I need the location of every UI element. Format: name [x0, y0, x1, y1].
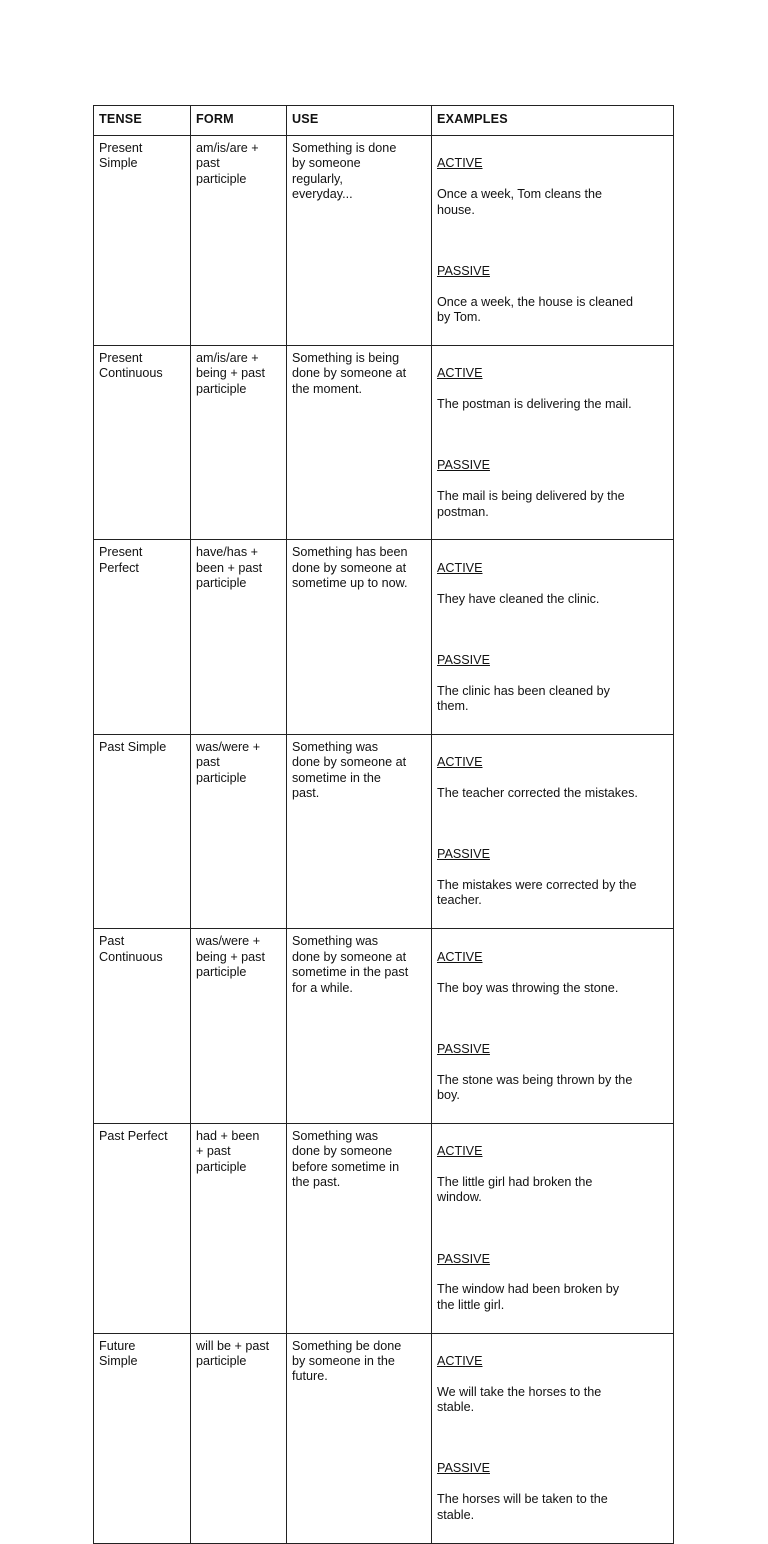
header-form: FORM: [191, 106, 287, 136]
tense-cell: Past Perfect: [94, 1123, 191, 1333]
table-row: [94, 345, 674, 539]
passive-example: Once a week, the house is cleaned by Tom.: [437, 294, 634, 325]
form-cell: am/is/are + being + past participle: [191, 345, 287, 539]
active-label: ACTIVE: [437, 156, 483, 171]
examples-cell: [432, 345, 674, 539]
examples-cell: [432, 929, 674, 1123]
active-label: ACTIVE: [437, 1144, 483, 1159]
passive-label: PASSIVE: [437, 458, 490, 473]
active-label: ACTIVE: [437, 755, 483, 770]
passive-label: PASSIVE: [437, 263, 490, 278]
header-examples: EXAMPLES: [432, 106, 674, 136]
passive-example: The window had been broken by the little girl.: [437, 1282, 620, 1312]
active-example: Once a week, Tom cleans the house.: [437, 187, 602, 217]
active-example: The little girl had broken the window.: [437, 1174, 593, 1205]
tense-cell: Present Simple: [94, 136, 191, 346]
form-cell: have/has + been + past participle: [191, 540, 287, 734]
passive-voice-tense-table: [93, 105, 674, 1544]
tense-cell: Present Continuous: [94, 345, 191, 539]
use-cell: Something is being done by someone at the moment.: [287, 345, 432, 539]
active-example: We will take the horses to the stable.: [437, 1384, 602, 1415]
passive-example: The clinic has been cleaned by them.: [437, 683, 610, 713]
form-cell: had + been + past participle: [191, 1123, 287, 1333]
header-tense: TENSE: [94, 106, 191, 136]
examples-cell: [432, 540, 674, 734]
use-cell: Something was done by someone at sometime in the past for a while.: [287, 929, 432, 1123]
table-row: [94, 929, 674, 1123]
examples-cell: [432, 734, 674, 928]
examples-cell: [432, 136, 674, 346]
form-cell: am/is/are + past participle: [191, 136, 287, 346]
use-cell: Something has been done by someone at sometime up to now.: [287, 540, 432, 734]
spacer: [437, 1221, 668, 1236]
tense-cell: Future Simple: [94, 1333, 191, 1543]
header-use: USE: [287, 106, 432, 136]
use-cell: Something is done by someone regularly, everyday...: [287, 136, 432, 346]
passive-example: The mail is being delivered by the postman.: [437, 489, 625, 519]
passive-label: PASSIVE: [437, 1251, 490, 1266]
passive-example: The horses will be taken to the stable.: [437, 1492, 608, 1522]
use-cell: Something was done by someone before sometime in the past.: [287, 1123, 432, 1333]
active-label: ACTIVE: [437, 949, 483, 964]
passive-label: PASSIVE: [437, 1041, 490, 1056]
form-cell: was/were + being + past participle: [191, 929, 287, 1123]
table-row: [94, 136, 674, 346]
spacer: [437, 233, 668, 248]
passive-example: The stone was being thrown by the boy.: [437, 1072, 633, 1102]
table-row: [94, 1333, 674, 1543]
active-example: They have cleaned the clinic.: [437, 591, 600, 606]
examples-cell: [432, 1123, 674, 1333]
active-label: ACTIVE: [437, 1354, 483, 1369]
active-example: The teacher corrected the mistakes.: [437, 786, 638, 801]
spacer: [437, 622, 668, 637]
table-row: [94, 1123, 674, 1333]
tense-cell: Past Simple: [94, 734, 191, 928]
active-label: ACTIVE: [437, 560, 483, 575]
active-example: The postman is delivering the mail.: [437, 397, 632, 412]
spacer: [437, 817, 668, 832]
table-header-row: [94, 106, 674, 136]
active-example: The boy was throwing the stone.: [437, 980, 619, 995]
spacer: [437, 1431, 668, 1446]
table-row: [94, 734, 674, 928]
use-cell: Something was done by someone at sometime in the past.: [287, 734, 432, 928]
passive-example: The mistakes were corrected by the teacher.: [437, 878, 637, 908]
tense-cell: Past Continuous: [94, 929, 191, 1123]
form-cell: will be + past participle: [191, 1333, 287, 1543]
spacer: [437, 428, 668, 443]
passive-label: PASSIVE: [437, 847, 490, 862]
passive-label: PASSIVE: [437, 652, 490, 667]
active-label: ACTIVE: [437, 366, 483, 381]
spacer: [437, 1011, 668, 1026]
form-cell: was/were + past participle: [191, 734, 287, 928]
examples-cell: [432, 1333, 674, 1543]
passive-label: PASSIVE: [437, 1461, 490, 1476]
use-cell: Something be done by someone in the future.: [287, 1333, 432, 1543]
table-row: [94, 540, 674, 734]
tense-cell: Present Perfect: [94, 540, 191, 734]
